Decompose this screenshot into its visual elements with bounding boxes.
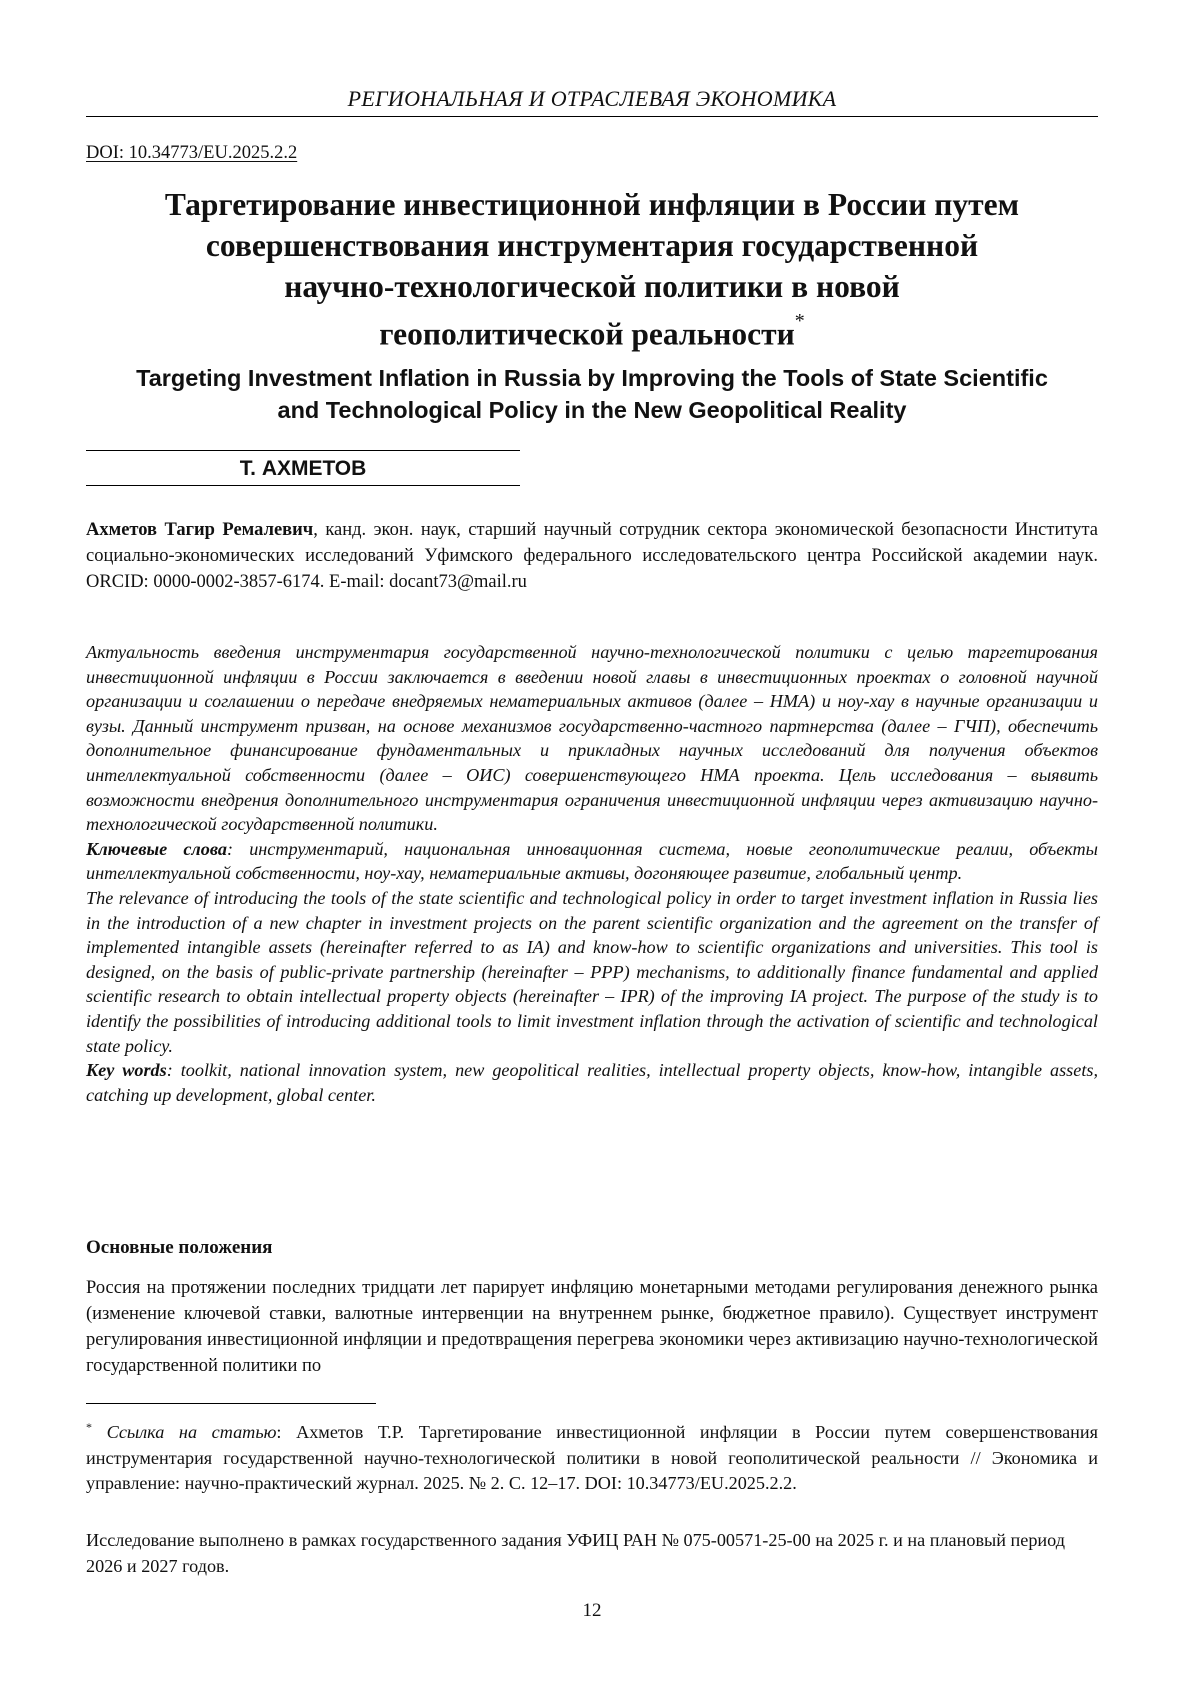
title-ru-line: Таргетирование инвестиционной инфляции в России путем (164, 187, 1020, 222)
author-rule-top (86, 450, 520, 451)
title-footnote-mark[interactable]: * (794, 310, 805, 332)
funding-note: Исследование выполнено в рамках государственного задания УФИЦ РАН № 075-00571-25-00 на 2025 г. и на плановый период 2026 и 2027 годов. (86, 1530, 1065, 1576)
title-en-line: and Technological Policy in the New Geopolitical Reality (277, 397, 907, 423)
footnote-mark: * (86, 1420, 92, 1434)
title-ru-line: совершенствования инструментария государственной (205, 228, 979, 263)
title-en-line: Targeting Investment Inflation in Russia by Improving the Tools of State Scientific (136, 365, 1048, 391)
footnote-text: : Ахметов Т.Р. Таргетирование инвестиционной инфляции в России путем совершенствования инструментария государственной научно-технологической политики в новой геополитической реальности // Экономика и управление: научно-практический журнал. 2025. № 2. С. 12–17. DOI: 10.34773/EU.2025.2.2. (86, 1422, 1099, 1494)
body-text (86, 1275, 1098, 1379)
keywords-ru-label: Ключевые слова (86, 838, 227, 859)
keywords-ru (86, 837, 1098, 886)
running-head: РЕГИОНАЛЬНАЯ И ОТРАСЛЕВАЯ ЭКОНОМИКА (347, 86, 837, 111)
author-affiliation (86, 517, 1098, 595)
keywords-en (86, 1058, 1098, 1107)
section-heading: Основные положения (86, 1237, 273, 1258)
abstract-en: The relevance of introducing the tools of the state scientific and technological policy in order to target investment inflation in Russia lies in the introduction of a new chapter in investment projects on the parent scientific organization and the agreement on the transfer of implemented intangible assets (hereinafter referred to as IA) and know-how to scientific organizations and universities. This tool is designed, on the basis of public-private partnership (hereinafter – PPP) mechanisms, to additionally finance fundamental and applied scientific research to obtain intellectual property objects (hereinafter – IPR) of the improving IA project. The purpose of the study is to identify the possibilities of introducing additional tools to limit investment inflation through the activation of scientific and technological state policy. (86, 887, 1098, 1056)
abstract-ru: Актуальность введения инструментария государственной научно-технологической политики с целью таргетирования инвестиционной инфляции в России заключается в введении новой главы в инвестиционных проектах о головной научной организации и соглашении о передаче внедряемых нематериальных активов (далее – НМА) и ноу-хау в научные организации и вузы. Данный инструмент призван, на основе механизмов государственно-частного партнерства (далее – ГЧП), обеспечить дополнительное финансирование фундаментальных и прикладных научных исследований для получения объектов интеллектуальной собственности (далее – ОИС) совершенствующего НМА проекта. Цель исследования – выявить возможности внедрения дополнительного инструментария ограничения инвестиционной инфляции через активизацию научно-технологической государственной политики. (86, 642, 1098, 835)
author-full-name: Ахметов Тагир Ремалевич (86, 520, 314, 540)
keywords-en-text: : toolkit, national innovation system, new geopolitical realities, intellectual property objects, know-how, intangible assets, catching up development, global center. (86, 1060, 1098, 1105)
abstract-block (86, 640, 1098, 1107)
keywords-ru-text: : инструментарий, национальная инновационная система, новые геополитические реалии, объекты интеллектуальной собственности, ноу-хау, нематериальные активы, догоняющее развитие, глобальный центр. (86, 838, 1098, 884)
body-paragraph: Россия на протяжении последних тридцати лет парирует инфляцию монетарными методами регулирования денежного рынка (изменение ключевой ставки, валютные интервенции на внутреннем рынке, бюджетное правило). Существует инструмент регулирования инвестиционной инфляции и предотвращения перегрева экономики через активизацию научно-технологической государственной политики по (86, 1278, 1098, 1376)
page-number: 12 (582, 1600, 602, 1621)
article-title-en (86, 362, 1098, 426)
header-rule (86, 116, 1098, 117)
author-rule-bottom (86, 485, 520, 486)
footnote-rule (86, 1403, 376, 1404)
title-ru-line: научно-технологической политики в новой (284, 269, 900, 304)
citation-footnote (86, 1415, 1098, 1497)
title-ru-line (86, 307, 1098, 355)
footnote-label: Ссылка на статью (106, 1422, 277, 1443)
article-title-ru (86, 184, 1098, 355)
title-ru-line-text: геополитической реальности (379, 316, 795, 352)
author-name: Т. АХМЕТОВ (239, 457, 367, 480)
keywords-en-label: Key words (86, 1060, 167, 1081)
doi-link[interactable]: DOI: 10.34773/EU.2025.2.2 (86, 143, 298, 163)
affiliation-text: , канд. экон. наук, старший научный сотрудник сектора экономической безопасности Института социально-экономических исследований Уфимского федерального исследовательского центра Российской академии наук. ORCID: 0000-0002-3857-6174. E-mail: docant73@mail.ru (86, 520, 1098, 592)
